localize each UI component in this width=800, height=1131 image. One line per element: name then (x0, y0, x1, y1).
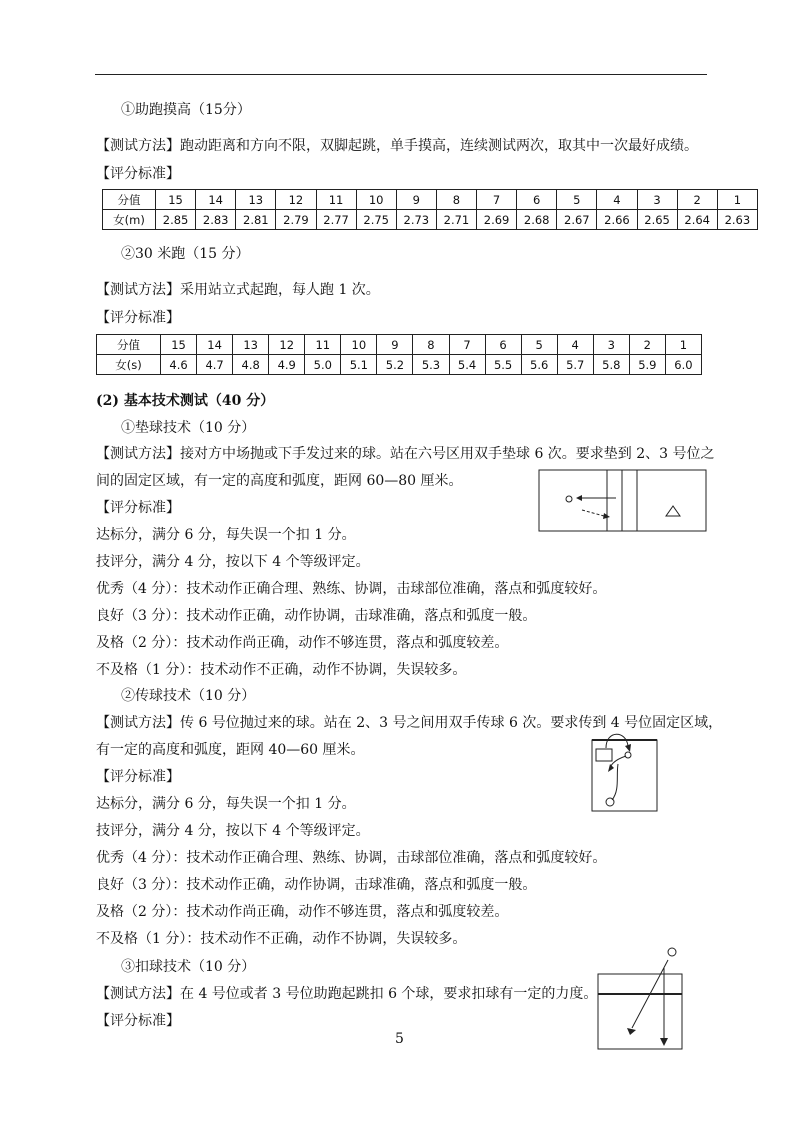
table-cell: 2.73 (396, 210, 436, 230)
table-cell: 4.6 (161, 355, 197, 375)
table-cell: 5.7 (557, 355, 593, 375)
table-cell: 7 (449, 335, 485, 355)
section-title-run-up-touch: ①助跑摸高（15分） (121, 102, 251, 118)
criteria-line: 不及格（1 分）：技术动作不正确，动作不协调，失误较多。 (96, 662, 467, 678)
test-method-text: 【测试方法】跑动距离和方向不限，双脚起跳，单手摸高，连续测试两次，取其中一次最好成绩。 (96, 138, 698, 154)
table-cell: 15 (156, 190, 196, 210)
table-cell: 6 (485, 335, 521, 355)
scoring-standard-label: 【评分标准】 (96, 166, 180, 182)
table-cell: 2.64 (677, 210, 717, 230)
table-cell: 5.0 (305, 355, 341, 375)
section-title-spike: ③扣球技术（10 分） (121, 959, 256, 975)
table-cell: 5 (557, 190, 597, 210)
table-row (103, 190, 758, 210)
table-cell: 5.9 (629, 355, 665, 375)
table-row (103, 210, 758, 230)
score-table-touch-height (102, 189, 758, 230)
criteria-line: 达标分，满分 6 分，每失误一个扣 1 分。 (96, 527, 356, 543)
table-cell: 2 (629, 335, 665, 355)
table-cell: 2.67 (557, 210, 597, 230)
criteria-line: 及格（2 分）：技术动作尚正确，动作不够连贯，落点和弧度较差。 (96, 635, 509, 651)
table-cell: 2.79 (276, 210, 316, 230)
table-cell: 8 (436, 190, 476, 210)
table-row (97, 355, 702, 375)
target-zone (596, 749, 612, 761)
table-row (97, 335, 702, 355)
scoring-standard-label: 【评分标准】 (96, 310, 180, 326)
criteria-line: 及格（2 分）：技术动作尚正确，动作不够连贯，落点和弧度较差。 (96, 904, 509, 920)
test-method-text: 【测试方法】传 6 号位抛过来的球。站在 2、3 号之间用双手传球 6 次。要求传到 4 号位固定区域， (96, 715, 723, 731)
spike-court-diagram (596, 944, 686, 1052)
table-cell: 2.83 (196, 210, 236, 230)
test-method-text: 【测试方法】在 4 号位或者 3 号位助跑起跳扣 6 个球，要求扣球有一定的力度。 (96, 986, 598, 1002)
table-cell: 7 (477, 190, 517, 210)
criteria-line: 优秀（4 分）：技术动作正确合理、熟练、协调，击球部位准确，落点和弧度较好。 (96, 581, 607, 597)
part-title-basic-technique: (2) 基本技术测试（40 分） (96, 393, 275, 409)
table-cell: 4.9 (269, 355, 305, 375)
criteria-line: 优秀（4 分）：技术动作正确合理、熟练、协调，击球部位准确，落点和弧度较好。 (96, 850, 607, 866)
table-cell: 1 (717, 190, 757, 210)
table-cell: 6.0 (665, 355, 701, 375)
table-cell: 4 (557, 335, 593, 355)
table-cell: 5.8 (593, 355, 629, 375)
table-cell: 5 (521, 335, 557, 355)
table-cell: 4.8 (233, 355, 269, 375)
set-court-diagram (588, 728, 660, 814)
table-cell: 14 (197, 335, 233, 355)
table-cell: 6 (517, 190, 557, 210)
table-cell: 2.75 (356, 210, 396, 230)
dig-court-diagram (538, 469, 708, 533)
table-cell: 2.71 (436, 210, 476, 230)
table-cell: 5.4 (449, 355, 485, 375)
header-rule (95, 74, 707, 75)
table-cell: 2.81 (236, 210, 276, 230)
test-method-text-cont: 间的固定区域，有一定的高度和弧度，距网 60—80 厘米。 (96, 473, 463, 489)
table-cell: 1 (665, 335, 701, 355)
criteria-line: 良好（3 分）：技术动作正确，动作协调，击球准确，落点和弧度一般。 (96, 877, 537, 893)
table-cell: 4.7 (197, 355, 233, 375)
row-header: 女(m) (103, 210, 156, 230)
table-cell: 12 (276, 190, 316, 210)
criteria-line: 不及格（1 分）：技术动作不正确，动作不协调，失误较多。 (96, 931, 467, 947)
row-header: 分值 (97, 335, 161, 355)
table-cell: 13 (236, 190, 276, 210)
table-cell: 5.1 (341, 355, 377, 375)
table-cell: 10 (356, 190, 396, 210)
table-cell: 2.63 (717, 210, 757, 230)
table-cell: 12 (269, 335, 305, 355)
criteria-line: 达标分，满分 6 分，每失误一个扣 1 分。 (96, 796, 356, 812)
table-cell: 9 (396, 190, 436, 210)
table-cell: 2.85 (156, 210, 196, 230)
table-cell: 5.2 (377, 355, 413, 375)
table-cell: 11 (316, 190, 356, 210)
table-cell: 15 (161, 335, 197, 355)
test-method-text-cont: 有一定的高度和弧度，距网 40—60 厘米。 (96, 742, 365, 758)
row-header: 女(s) (97, 355, 161, 375)
section-title-dig: ①垫球技术（10 分） (121, 420, 256, 436)
criteria-line: 技评分，满分 4 分，按以下 4 个等级评定。 (96, 823, 370, 839)
table-cell: 5.6 (521, 355, 557, 375)
player-marker (606, 798, 614, 806)
table-cell: 2.77 (316, 210, 356, 230)
ball-marker (668, 948, 676, 956)
page-number: 5 (395, 1031, 404, 1047)
table-cell: 5.5 (485, 355, 521, 375)
table-cell: 10 (341, 335, 377, 355)
table-cell: 2.68 (517, 210, 557, 230)
row-header: 分值 (103, 190, 156, 210)
table-cell: 3 (637, 190, 677, 210)
table-cell: 2.66 (597, 210, 637, 230)
table-cell: 9 (377, 335, 413, 355)
criteria-line: 技评分，满分 4 分，按以下 4 个等级评定。 (96, 554, 370, 570)
table-cell: 14 (196, 190, 236, 210)
score-table-30m-run (96, 334, 702, 375)
table-cell: 8 (413, 335, 449, 355)
table-cell: 2.69 (477, 210, 517, 230)
scoring-standard-label: 【评分标准】 (96, 769, 180, 785)
table-cell: 2 (677, 190, 717, 210)
target-triangle (666, 506, 680, 516)
table-cell: 11 (305, 335, 341, 355)
table-cell: 13 (233, 335, 269, 355)
scoring-standard-label: 【评分标准】 (96, 1013, 180, 1029)
test-method-text: 【测试方法】采用站立式起跑，每人跑 1 次。 (96, 282, 380, 298)
scoring-standard-label: 【评分标准】 (96, 500, 180, 516)
table-cell: 5.3 (413, 355, 449, 375)
test-method-text: 【测试方法】接对方中场抛或下手发过来的球。站在六号区用双手垫球 6 次。要求垫到 2、3 号位之 (96, 446, 715, 462)
table-cell: 2.65 (637, 210, 677, 230)
ball-marker (566, 496, 572, 502)
table-cell: 4 (597, 190, 637, 210)
section-title-set: ②传球技术（10 分） (121, 688, 256, 704)
section-title-30m-run: ②30 米跑（15 分） (121, 246, 250, 262)
table-cell: 3 (593, 335, 629, 355)
criteria-line: 良好（3 分）：技术动作正确，动作协调，击球准确，落点和弧度一般。 (96, 608, 537, 624)
